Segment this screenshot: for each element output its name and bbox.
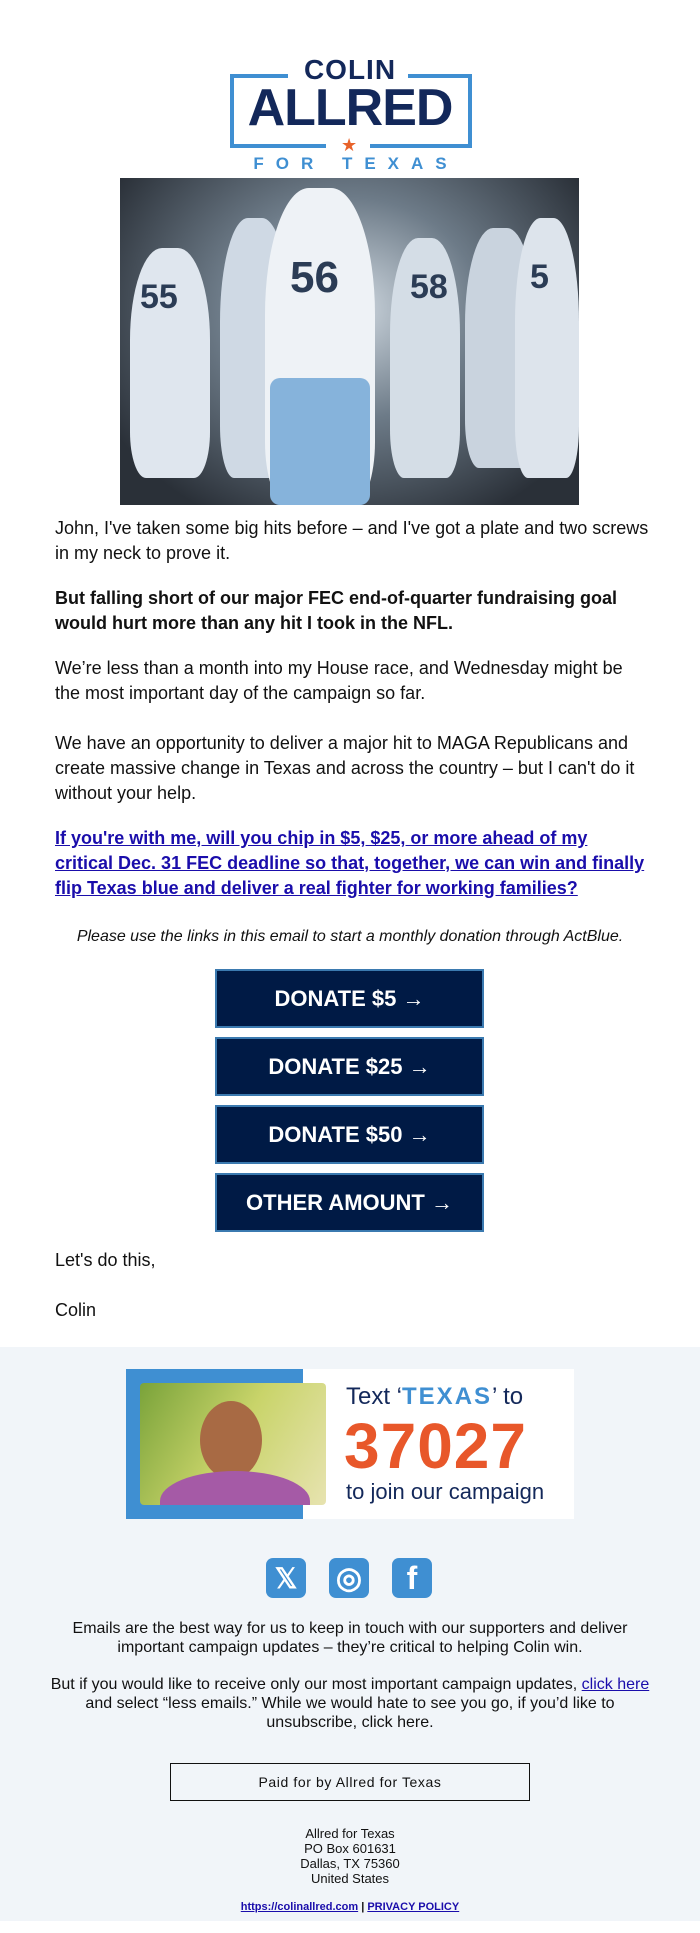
text-to-join-banner[interactable] (126, 1369, 574, 1519)
jersey-number: 5 (530, 258, 549, 296)
instagram-icon[interactable]: ◎ (329, 1558, 369, 1598)
campaign-logo (228, 52, 472, 176)
less-emails-link[interactable]: click here (581, 1676, 650, 1693)
paragraph: We have an opportunity to deliver a major hit to MAGA Republicans and create massive change in Texas and across the country – but I can't do it without your help. (55, 733, 635, 803)
signoff: Let's do this, (55, 1250, 156, 1270)
jersey-number: 58 (410, 268, 448, 306)
banner-line-1: Text ‘TEXAS’ to (346, 1383, 524, 1410)
footer-preferences-note: But if you would like to receive only our most important campaign updates, click here and select “less emails.” While we would hate to see you go, if you’d like to unsubscribe, click here. (50, 1676, 650, 1731)
banner-tagline: to join our campaign (346, 1479, 545, 1504)
logo-allred: ALLRED (247, 79, 453, 137)
footer-links: https://colinallred.com | PRIVACY POLICY (240, 1901, 460, 1913)
hero-photo-football-players (120, 178, 579, 505)
x-icon[interactable]: 𝕏 (266, 1558, 306, 1598)
mailing-address: Allred for Texas PO Box 601631 Dallas, TX 75360 United States (300, 1826, 400, 1886)
paragraph: We’re less than a month into my House race, and Wednesday might be the most important day of the campaign so far. (55, 658, 623, 703)
website-link[interactable]: https://colinallred.com (240, 1901, 359, 1913)
paid-for-by-disclaimer: Paid for by Allred for Texas (170, 1763, 530, 1801)
donation-ask-link[interactable]: If you're with me, will you chip in $5, $25, or more ahead of my critical Dec. 31 FEC deadline so that, together, we can win and finally flip Texas blue and deliver a real fighter for working families? (55, 828, 645, 898)
donate-25-button[interactable]: DONATE $25 → (215, 1037, 484, 1096)
facebook-icon[interactable]: f (392, 1558, 432, 1598)
candidate-photo (140, 1383, 326, 1505)
jersey-number: 55 (140, 278, 178, 316)
jersey-number: 56 (290, 253, 339, 302)
privacy-policy-link[interactable]: PRIVACY POLICY (367, 1901, 460, 1913)
paragraph: John, I've taken some big hits before – and I've got a plate and two screws in my neck to prove it. (55, 518, 649, 563)
other-amount-button[interactable]: OTHER AMOUNT → (215, 1173, 484, 1232)
signature: Colin (55, 1300, 97, 1320)
sms-number: 37027 (344, 1410, 527, 1482)
paragraph-bold: But falling short of our major FEC end-of-quarter fundraising goal would hurt more than any hit I took in the NFL. (55, 588, 617, 633)
footer-email-note: Emails are the best way for us to keep in touch with our supporters and deliver important campaign updates – they’re critical to helping Colin win. (72, 1620, 628, 1656)
logo-colin: COLIN (303, 54, 397, 85)
texas-icon: ★ (341, 135, 358, 155)
actblue-note: Please use the links in this email to start a monthly donation through ActBlue. (76, 928, 624, 945)
donate-5-button[interactable]: DONATE $5 → (215, 969, 484, 1028)
logo-for-texas: FOR TEXAS (253, 154, 459, 173)
donate-50-button[interactable]: DONATE $50 → (215, 1105, 484, 1164)
